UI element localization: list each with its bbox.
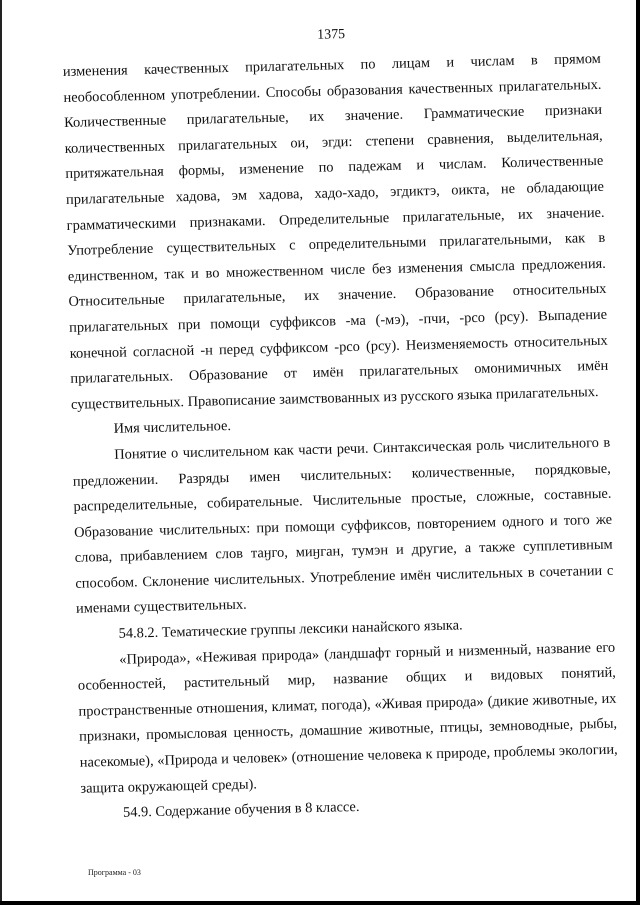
paragraph-grade8-heading: 54.9. Содержание обучения в 8 классе. <box>122 799 360 821</box>
page-content <box>62 21 619 828</box>
paragraph-nature-topics: «Природа», «Неживая природа» (ландшафт горный и низменный, название его особенностей, растительный мир, название общих и видовых понятий, пространственные отношения, климат, погода), «Живая природа» (дикие животные, их признаки, промысловая ценность, домашние животные, птицы, земноводные, рыбы, насекомые), «Природа и человек» (отношение человека к природе, проблемы экологии, защита окружающей среды). <box>77 639 618 797</box>
paragraph-numerals: Понятие о числительном как части речи. Синтаксическая роль числительного в предложении. Разряды имен числительных: количественные, порядковые, распределительные, собирательные. Числительные простые, сложные, составные. Образование числительных: при помощи суффиксов, повторением одного и того же слова, прибавлением слов таӈго, миӈган, тумэн и другие, а также супплетивным способом. Склонение числительных. Употребление имён числительных в сочетании с именами существительных. <box>72 434 614 618</box>
footer-program-label: Программа - 03 <box>88 868 141 877</box>
scan-border-left <box>0 0 2 905</box>
scan-border-bottom <box>0 901 640 905</box>
paragraph-thematic-groups-heading: 54.8.2. Тематические группы лексики нанайского языка. <box>118 617 463 642</box>
paragraph-adjectives: изменения качественных прилагательных по лицам и числам в прямом необособленном употреблении. Способы образования качественных прилагательных. Количественные прилагательные, их значение. Грамматические признаки количественных прилагательных ои, эгди: степени сравнения, выделительная, притяжательная формы, изменение по падежам и числам. Количественные прилагательные хадова, эм хадова, хадо-хадо, эгдиктэ, оикта, не обладающие грамматическими признаками. Определительные прилагательные, их значение. Употребление существительных с определительными прилагательными, как в единственном, так и во множественном числе без изменения смысла предложения. Относительные прилагательные, их значение. Образование относительных прилагательных при помощи суффиксов -ма (-мэ), -пчи, -рсо (рсу). Выпадение конечной согласной -н перед суффиксом -рсо (рсу). Неизменяемость относительных прилагательных. Образование от имён прилагательных омонимичных имён существительных. Правописание заимствованных из русского языка прилагательных. <box>62 50 609 413</box>
page-number: 1375 <box>316 27 346 43</box>
paragraph-numeral-heading: Имя числительное. <box>113 418 232 438</box>
scan-border-right <box>636 0 640 905</box>
